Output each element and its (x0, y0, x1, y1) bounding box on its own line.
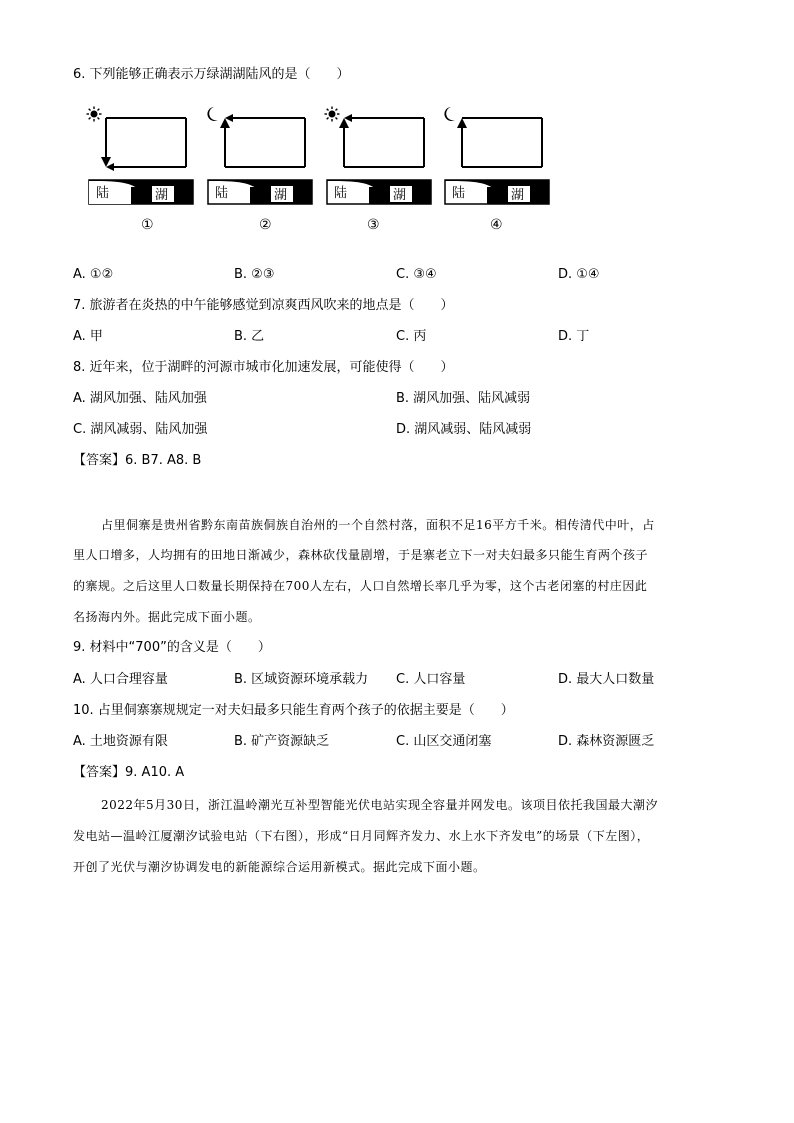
passage-1-line-1: 占里侗寨是贵州省黔东南苗族侗族自治州的一个自然村落，面积不足16平方千米。相传清代中叶，占 (101, 518, 655, 532)
q6-option-a: A. ①② (73, 267, 114, 282)
diagram-number-1: ① (141, 217, 154, 233)
q8-option-a: A. 湖风加强、陆风加强 (73, 391, 207, 406)
diagram-number-4: ④ (490, 217, 503, 233)
lake-label: 湖 (274, 188, 288, 203)
q9-option-a: A. 人口合理容量 (73, 672, 168, 687)
answer-tag: 【答案】 (73, 453, 126, 468)
q7-option-d: D. 丁 (558, 329, 590, 344)
q6-option-b: B. ②③ (234, 267, 275, 282)
sun-icon (87, 107, 102, 122)
diagram-number-3: ③ (367, 217, 380, 233)
q10-option-d: D. 森林资源匮乏 (558, 734, 655, 749)
question-8-stem: 8. 近年来，位于湖畔的河源市城市化加速发展，可能使得（ ） (73, 360, 454, 375)
passage-2-line-2: 发电站—温岭江厦潮汐试验电站（下右图），形成“日月同辉齐发力、水上水下齐发电”的场景（下左图）， (73, 829, 650, 843)
q9-option-d: D. 最大人口数量 (558, 672, 655, 687)
passage-1-line-4: 名扬海内外。据此完成下面小题。 (73, 610, 261, 624)
land-lake-breeze-diagram-4 (442, 105, 550, 207)
answer-text: 6. B7. A8. B (125, 453, 202, 468)
passage-2-line-3: 开创了光伏与潮汐协调发电的新能源综合运用新模式。据此完成下面小题。 (73, 860, 486, 874)
q7-option-b: B. 乙 (234, 329, 265, 344)
lake-label: 湖 (155, 188, 169, 203)
q8-option-c: C. 湖风减弱、陆风加强 (73, 422, 208, 437)
q10-option-b: B. 矿产资源缺乏 (234, 734, 330, 749)
lake-label: 湖 (393, 188, 407, 203)
moon-icon (444, 107, 455, 121)
q7-option-c: C. 丙 (396, 329, 427, 344)
q6-option-d: D. ①④ (558, 267, 600, 282)
passage-1-line-3: 的寨规。之后这里人口数量长期保持在700人左右，人口自然增长率几乎为零，这个古老闭塞的村庄因此 (73, 579, 648, 593)
q9-option-b: B. 区域资源环境承载力 (234, 672, 369, 687)
answer-block-1 (73, 452, 201, 470)
land-label: 陆 (215, 186, 229, 201)
land-lake-breeze-diagram-3 (324, 105, 432, 207)
passage-2-line-1: 2022年5月30日，浙江温岭潮光互补型智能光伏电站实现全容量并网发电。该项目依托我国最大潮汐 (101, 798, 658, 812)
question-10-stem: 10. 占里侗寨寨规规定一对夫妇最多只能生育两个孩子的依据主要是（ ） (73, 703, 514, 718)
q10-option-a: A. 土地资源有限 (73, 734, 168, 749)
arrow-up-icon (457, 118, 467, 128)
land-label: 陆 (96, 186, 110, 201)
land-lake-breeze-diagram-2 (205, 105, 313, 207)
diagram-number-2: ② (259, 217, 272, 233)
lake-label: 湖 (511, 188, 525, 203)
land-label: 陆 (334, 186, 348, 201)
land-lake-breeze-diagram-1 (86, 105, 194, 207)
q8-option-b: B. 湖风加强、陆风减弱 (396, 391, 531, 406)
q10-option-c: C. 山区交通闭塞 (396, 734, 492, 749)
q7-option-a: A. 甲 (73, 329, 103, 344)
question-9-stem: 9. 材料中“700”的含义是（ ） (73, 640, 271, 655)
land-label: 陆 (452, 186, 466, 201)
answer-tag: 【答案】 (73, 765, 126, 780)
moon-icon (207, 107, 218, 121)
question-6-stem: 6. 下列能够正确表示万绿湖湖陆风的是（ ） (73, 67, 350, 82)
answer-text: 9. A10. A (125, 765, 185, 780)
q9-option-c: C. 人口容量 (396, 672, 466, 687)
passage-1-line-2: 里人口增多，人均拥有的田地日渐减少，森林砍伐量剧增，于是寨老立下一对夫妇最多只能生育两个孩子 (73, 548, 649, 562)
sun-icon (325, 107, 340, 122)
question-7-stem: 7. 旅游者在炎热的中午能够感觉到凉爽西风吹来的地点是（ ） (73, 298, 454, 313)
q8-option-d: D. 湖风减弱、陆风减弱 (396, 422, 532, 437)
q6-option-c: C. ③④ (396, 267, 437, 282)
answer-block-2 (73, 764, 184, 782)
